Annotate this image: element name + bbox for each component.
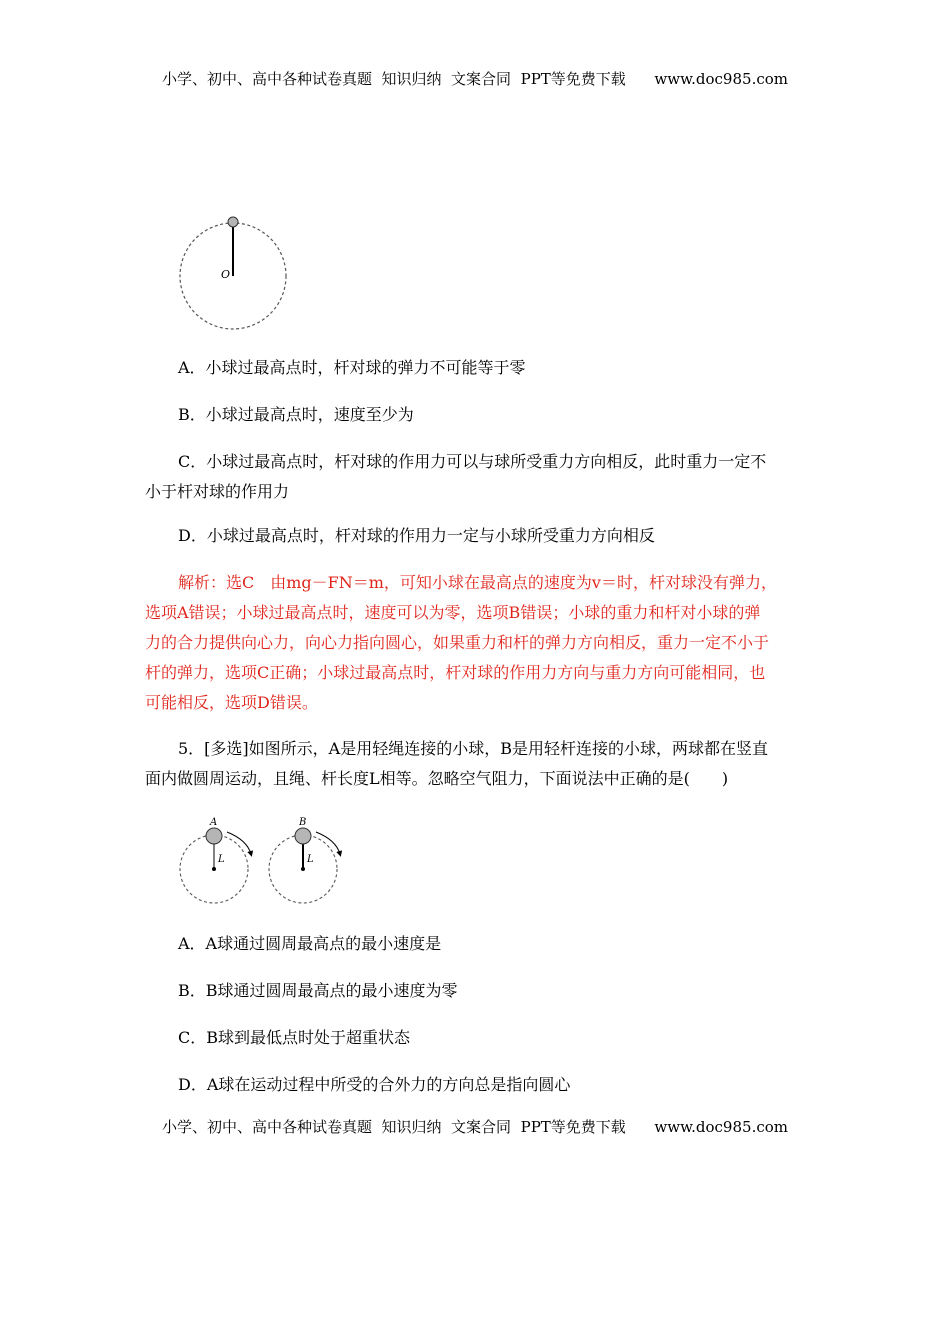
page-header: 小学、初中、高中各种试卷真题 知识归纳 文案合同 PPT等免费下载 www.doc985.com bbox=[161, 70, 788, 88]
analysis-line1: 解析：选C 由mg－FN＝m，可知小球在最高点的速度为v＝时，杆对球没有弹力， bbox=[178, 573, 777, 592]
q4-option-c-line1: C．小球过最高点时，杆对球的作用力可以与球所受重力方向相反，此时重力一定不 bbox=[178, 452, 767, 471]
arrow-b bbox=[316, 832, 340, 854]
arrow-a bbox=[227, 832, 251, 854]
analysis-line3: 力的合力提供向心力，向心力指向圆心，如果重力和杆的弹力方向相反，重力一定不小于 bbox=[145, 633, 770, 652]
q5-stem-line1: 5．[多选]如图所示，A是用轻绳连接的小球，B是用轻杆连接的小球，两球都在竖直 bbox=[178, 739, 768, 758]
q5-option-c: C．B球到最低点时处于超重状态 bbox=[178, 1028, 411, 1047]
analysis-line5: 可能相反，选项D错误。 bbox=[145, 693, 318, 712]
q4-option-b: B．小球过最高点时，速度至少为 bbox=[178, 405, 414, 424]
q4-option-c-line2: 小于杆对球的作用力 bbox=[145, 482, 290, 501]
label-a: A bbox=[210, 817, 218, 828]
length-label-b: L bbox=[307, 854, 314, 865]
rod-circle-figure bbox=[175, 210, 295, 335]
center-a bbox=[212, 867, 216, 871]
rope-rod-figure bbox=[175, 812, 350, 910]
q5-option-a: A．A球通过圆周最高点的最小速度是 bbox=[178, 934, 442, 953]
center-b bbox=[301, 867, 305, 871]
label-b: B bbox=[299, 817, 307, 828]
q4-option-d: D．小球过最高点时，杆对球的作用力一定与小球所受重力方向相反 bbox=[178, 526, 655, 545]
q5-stem-line2: 面内做圆周运动，且绳、杆长度L相等。忽略空气阻力，下面说法中正确的是( ) bbox=[145, 769, 729, 788]
ball-a bbox=[206, 828, 222, 844]
q5-option-d: D．A球在运动过程中所受的合外力的方向总是指向圆心 bbox=[178, 1075, 571, 1094]
page-footer: 小学、初中、高中各种试卷真题 知识归纳 文案合同 PPT等免费下载 www.doc985.com bbox=[161, 1118, 788, 1136]
ball bbox=[228, 217, 238, 227]
q4-option-a: A．小球过最高点时，杆对球的弹力不可能等于零 bbox=[178, 358, 526, 377]
q5-option-b: B．B球通过圆周最高点的最小速度为零 bbox=[178, 981, 458, 1000]
analysis-line4: 杆的弹力，选项C正确；小球过最高点时，杆对球的作用力方向与重力方向可能相同，也 bbox=[145, 663, 766, 682]
ball-b bbox=[295, 828, 311, 844]
analysis-line2: 选项A错误；小球过最高点时，速度可以为零，选项B错误；小球的重力和杆对小球的弹 bbox=[145, 603, 761, 622]
length-label-a: L bbox=[218, 854, 225, 865]
center-label-o: O bbox=[221, 268, 231, 281]
